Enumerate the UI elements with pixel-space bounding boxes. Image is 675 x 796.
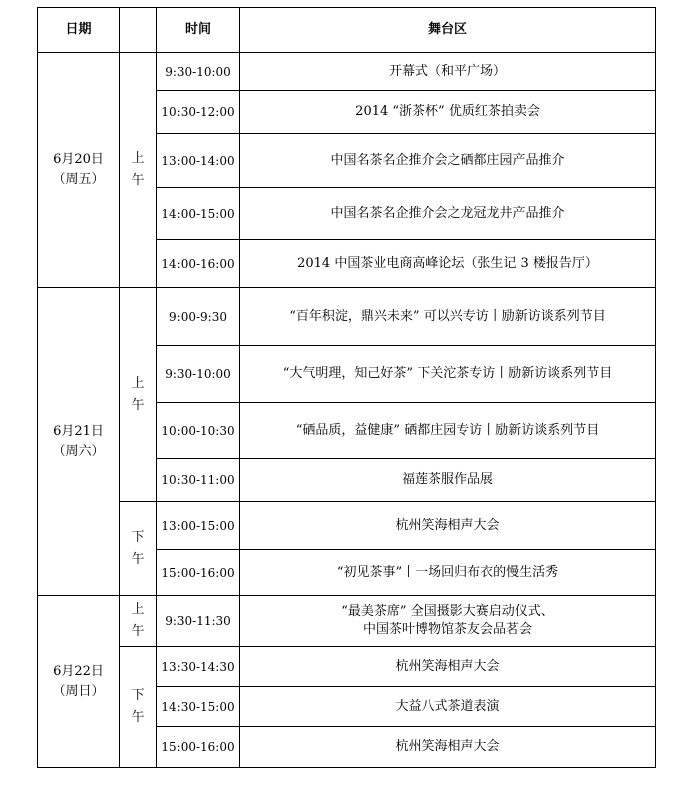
time-cell: 13:00-14:00	[157, 134, 240, 188]
event-cell: 中国名茶名企推介会之龙冠龙井产品推介	[240, 188, 656, 240]
time-cell: 9:30-10:00	[157, 53, 240, 91]
event-cell: 杭州笑海相声大会	[240, 647, 656, 687]
time-cell: 14:30-15:00	[157, 687, 240, 727]
time-cell: 9:30-10:00	[157, 346, 240, 403]
event-cell: 大益八式茶道表演	[240, 687, 656, 727]
period-cell	[120, 502, 157, 596]
event-cell: “初见茶事”丨一场回归布衣的慢生活秀	[240, 550, 656, 596]
weekday-label: （周五）	[52, 172, 105, 187]
event-cell: 中国名茶名企推介会之硒都庄园产品推介	[240, 134, 656, 188]
date-label: 6月22日	[53, 663, 104, 679]
time-cell: 9:00-9:30	[157, 288, 240, 346]
table-row	[38, 596, 656, 647]
table-row	[38, 53, 656, 91]
time-cell: 9:30-11:30	[157, 596, 240, 647]
event-cell: “百年积淀，鼎兴未来” 可以兴专访丨励新访谈系列节目	[240, 288, 656, 346]
time-cell: 15:00-16:00	[157, 550, 240, 596]
period-label: 下	[131, 688, 145, 703]
date-cell	[38, 596, 120, 768]
schedule-table	[37, 7, 656, 768]
event-cell: 2014 中国茶业电商高峰论坛（张生记 3 楼报告厅）	[240, 240, 656, 288]
date-label: 6月21日	[53, 423, 104, 439]
event-cell: “硒品质，益健康” 硒都庄园专访丨励新访谈系列节目	[240, 403, 656, 459]
event-cell: 杭州笑海相声大会	[240, 727, 656, 768]
event-cell: 2014 “浙茶杯” 优质红茶拍卖会	[240, 91, 656, 134]
weekday-label: （周日）	[52, 683, 105, 699]
period-label: 上	[131, 602, 145, 617]
table-row	[38, 288, 656, 346]
event-cell	[240, 596, 656, 647]
time-cell: 10:00-10:30	[157, 403, 240, 459]
period-cell	[120, 53, 157, 288]
period-label: 午	[131, 173, 145, 188]
event-cell: “大气明理，知己好茶” 下关沱茶专访丨励新访谈系列节目	[240, 346, 656, 403]
table-row	[38, 647, 656, 687]
period-label: 午	[131, 551, 145, 567]
period-cell	[120, 647, 157, 768]
event-cell: 福莲茶服作品展	[240, 459, 656, 502]
header-period	[120, 8, 157, 53]
header-date: 日期	[38, 8, 120, 53]
period-cell	[120, 596, 157, 647]
table-row	[38, 502, 656, 550]
time-cell: 14:00-16:00	[157, 240, 240, 288]
event-cell: 开幕式（和平广场）	[240, 53, 656, 91]
event-line: “最美茶席” 全国摄影大赛启动仪式、	[341, 604, 554, 619]
time-cell: 13:30-14:30	[157, 647, 240, 687]
date-cell	[38, 53, 120, 288]
period-label: 上	[131, 151, 145, 166]
period-label: 午	[131, 624, 145, 639]
date-label: 6月20日	[53, 152, 104, 167]
time-cell: 10:30-11:00	[157, 459, 240, 502]
period-label: 上	[131, 375, 145, 391]
period-label: 下	[131, 529, 145, 545]
period-label: 午	[131, 397, 145, 413]
period-cell	[120, 288, 157, 502]
date-cell	[38, 288, 120, 596]
period-label: 午	[131, 710, 145, 725]
time-cell: 13:00-15:00	[157, 502, 240, 550]
time-cell: 14:00-15:00	[157, 188, 240, 240]
weekday-label: （周六）	[52, 443, 105, 459]
header-stage: 舞台区	[240, 8, 656, 53]
header-row	[38, 8, 656, 53]
header-time: 时间	[157, 8, 240, 53]
time-cell: 15:00-16:00	[157, 727, 240, 768]
event-cell: 杭州笑海相声大会	[240, 502, 656, 550]
event-line: 中国茶叶博物馆茶友会品茗会	[362, 622, 532, 637]
time-cell: 10:30-12:00	[157, 91, 240, 134]
